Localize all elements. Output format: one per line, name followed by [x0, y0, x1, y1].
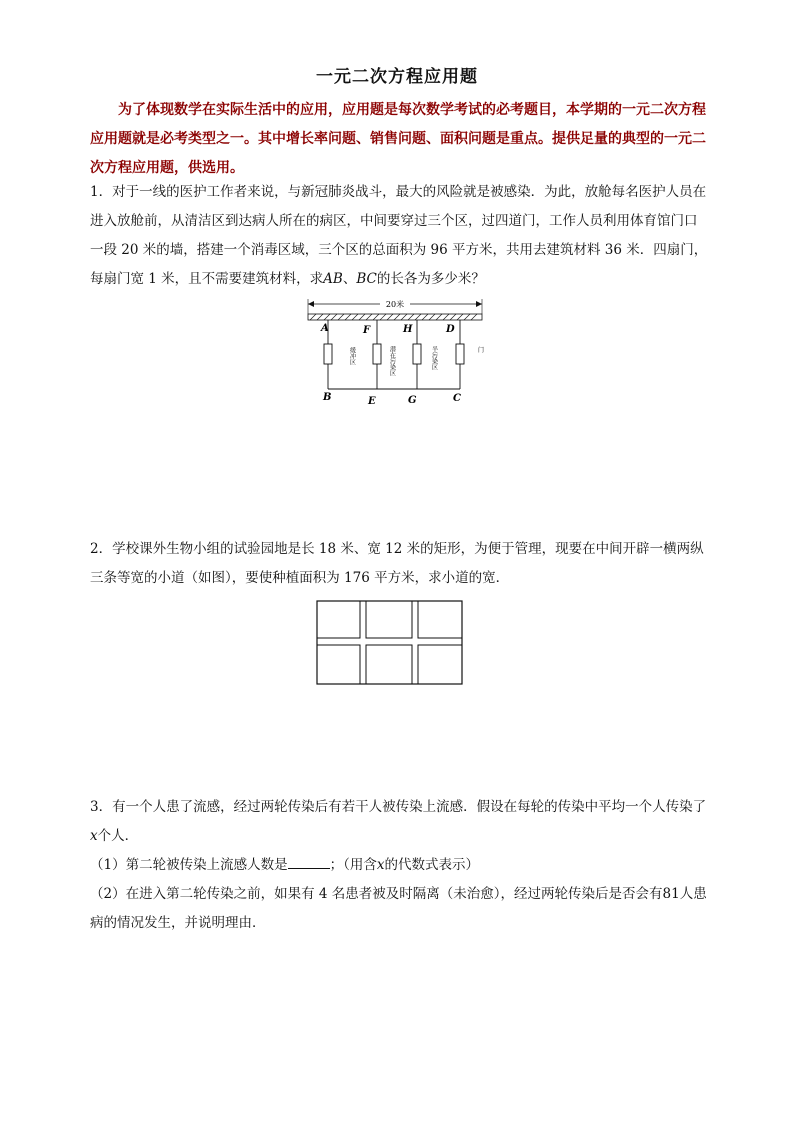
question-2: 2．学校课外生物小组的试验园地是长 18 米、宽 12 米的矩形，为便于管理，现要在中间开辟一横两纵三条等宽的小道（如图），要使种植面积为 176 平方米，求小道的宽．	[90, 541, 704, 586]
q1-sep: 、	[342, 271, 357, 287]
answer-blank	[288, 854, 330, 869]
intro-paragraph	[90, 96, 710, 183]
point-b: B	[323, 392, 332, 403]
zone-potential: 潜在污染区	[388, 346, 396, 376]
garden-outline	[317, 601, 462, 684]
q2-figure	[316, 600, 466, 688]
intro-text: 为了体现数学在实际生活中的应用，应用题是每次数学考试的必考题目，本学期的一元二次方程应用题就是必考类型之一。其中增长率问题、销售问题、面积问题是重点。提供足量的典型的一元二次方程应用题，供选用。	[90, 102, 706, 176]
zone-buffer: 缓冲区	[348, 347, 356, 365]
question-1	[90, 178, 710, 294]
q3-part-2: （2）在进入第二轮传染之前，如果有 4 名患者被及时隔离（未治愈），经过两轮传染后是否会有81人患病的情况发生，并说明理由．	[90, 886, 707, 931]
point-a: A	[321, 323, 329, 334]
point-g: G	[408, 395, 417, 406]
wall-length-label: 20米	[385, 300, 405, 309]
point-e: E	[368, 396, 376, 407]
zone-semi: 半污染区	[430, 346, 438, 370]
point-f: F	[363, 325, 371, 336]
door-label: 门	[478, 347, 485, 354]
question-3	[90, 793, 710, 938]
q3-part-1: （1）第二轮被传染上流感人数是 ；（用含x的代数式表示）	[90, 851, 710, 880]
q1-var-bc: BC	[356, 271, 377, 287]
q3-text-b: 个人．	[97, 828, 139, 844]
point-d: D	[446, 324, 455, 335]
q3-text-a: 3．有一个人患了流感，经过两轮传染后有若干人被传染上流感．假设在每轮的传染中平均一个人传染了	[90, 799, 707, 815]
point-h: H	[403, 324, 413, 335]
q1-figure	[300, 292, 490, 407]
page-title: 一元二次方程应用题	[316, 67, 478, 87]
q1-var-ab: AB	[323, 271, 343, 287]
q1-text-a: 1．对于一线的医护工作者来说，与新冠肺炎战斗，最大的风险就是被感染．为此，放舱每名医护人员在进入放舱前，从清洁区到达病人所在的病区，中间要穿过三个区，过四道门，工作人员利用体育馆门口一段 20 米的墙，搭建一个消毒区域，三个区的总面积为 96 平方米，共用去建筑材料 36 米．四扇门，每扇门宽 1 米，且不需要建筑材料，求	[90, 184, 708, 287]
q3-var-x: x	[90, 828, 98, 844]
q1-text-b: 的长各为多少米？	[376, 271, 485, 287]
point-c: C	[453, 393, 461, 404]
